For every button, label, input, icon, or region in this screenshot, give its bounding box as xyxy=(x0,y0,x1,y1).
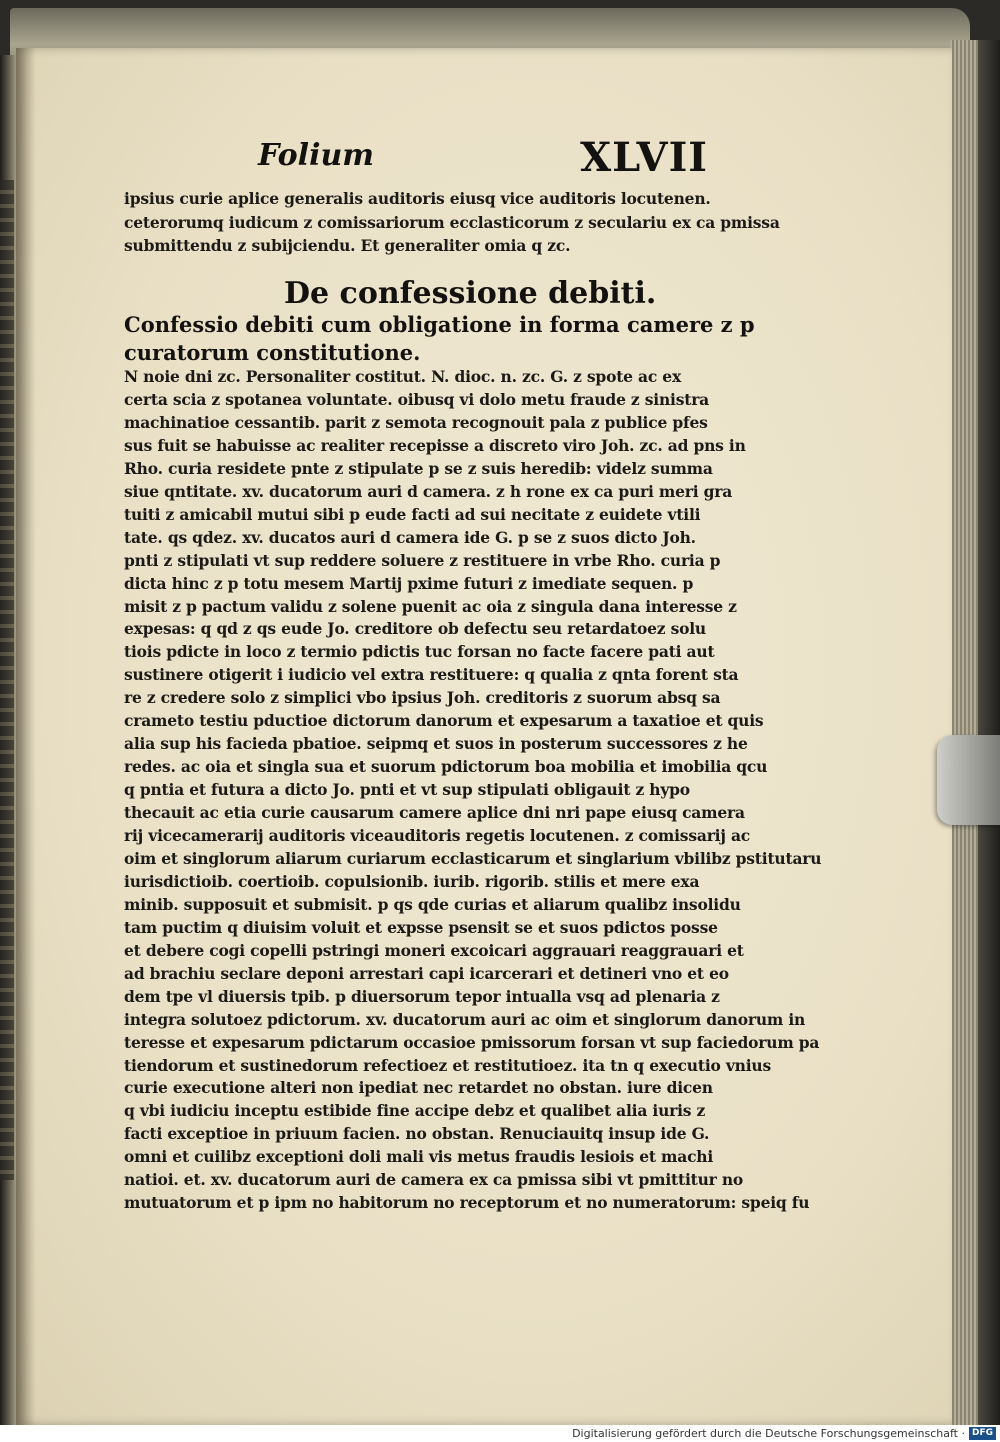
body_lines-line: tate. qs qdez. xv. ducatos auri d camera ide G. p se z suos dicto Joh. xyxy=(124,527,696,547)
body_lines-line: facti exceptioe in priuum facien. no obstan. Renuciauitq insup ide G. xyxy=(124,1124,710,1144)
body_lines-line: teresse et expesarum pdictarum occasioe pmissorum forsan vt sup faciedorum pa xyxy=(124,1032,820,1052)
intro_lines-line: ceterorumq iudicum z comissariorum ecclasticorum z seculariu ex ca pmissa xyxy=(124,212,780,232)
body_lines-line: expesas: q qd z qs eude Jo. creditore ob defectu seu retardatoez solu xyxy=(124,619,706,639)
subheading-line: Confessio debiti cum obligatione in forma camere z p xyxy=(124,312,755,337)
body_lines-line: mutuatorum et p ipm no habitorum no receptorum et no numeratorum: speiq fu xyxy=(124,1193,810,1213)
body_lines-line: q pntia et futura a dicto Jo. pnti et vt sup stipulati obligauit z hypo xyxy=(124,780,690,800)
page-stack-edge xyxy=(950,40,1000,1425)
body_lines-line: Rho. curia residete pnte z stipulate p se z suis heredib: videlz summa xyxy=(124,458,713,478)
folio-label: Folium xyxy=(258,138,375,173)
page-gutter-shadow xyxy=(16,48,36,1425)
body_lines-line: rij vicecamerarij auditoris viceauditoris regetis locutenen. z comissarij ac xyxy=(124,826,751,845)
body_lines-line: pnti z stipulati vt sup reddere soluere z restituere in vrbe Rho. curia p xyxy=(124,550,721,570)
body_lines-line: sus fuit se habuisse ac realiter recepisse a discreto viro Joh. zc. ad pns in xyxy=(124,435,746,455)
footer-credit xyxy=(572,1426,996,1441)
body_lines-line: q vbi iudiciu inceptu estibide fine accipe debz et qualibet alia iuris z xyxy=(124,1101,706,1121)
body_lines-line: sustinere otigerit i iudicio vel extra restituere: q qualia z qnta forent sta xyxy=(124,665,739,685)
body_lines-line: tam puctim q diuisim voluit et expsse psensit se et suos pdictos posse xyxy=(124,917,718,937)
body_lines-line: dicta hinc z p totu mesem Martij pxime futuri z imediate sequen. p xyxy=(124,573,694,593)
body_lines-line: N noie dni zc. Personaliter costitut. N. dioc. n. zc. G. z spote ac ex xyxy=(124,367,682,386)
body_lines-line: tiois pdicte in loco z termio pdictis tuc forsan no facte facere pati aut xyxy=(124,642,715,662)
body_lines-line: misit z p pactum validu z solene puenit ac oia z singula dana interesse z xyxy=(124,596,737,616)
body_lines-line: redes. ac oia et singla sua et suorum pdictorum boa mobilia et imobilia qcu xyxy=(124,757,768,777)
facing-page-text-fragment xyxy=(0,180,14,1180)
body_lines-line: siue qntitate. xv. ducatorum auri d camera. z h rone ex ca puri meri gra xyxy=(124,481,733,501)
body_lines-line: minib. supposuit et submisit. p qs qde curias et aliarum qualibz insolidu xyxy=(124,894,741,914)
body_lines-line: integra solutoez pdictorum. xv. ducatorum auri ac oim et singlorum danorum in xyxy=(124,1009,806,1029)
dfg-logo: DFG xyxy=(969,1427,996,1440)
body_lines-line: ad brachiu seclare deponi arrestari capi icarcerari et detineri vno et eo xyxy=(124,963,729,983)
body_lines-line: re z credere solo z simplici vbo ipsius Joh. creditoris z suorum absq sa xyxy=(124,688,721,708)
body_lines-line: iurisdictioib. coertioib. copulsionib. iurib. rigorib. stilis et mere exa xyxy=(124,871,700,891)
folio-number: XLVII xyxy=(580,134,708,181)
body_lines-line: curie executione alteri non ipediat nec retardet no obstan. iure dicen xyxy=(124,1078,713,1098)
intro_lines-line: ipsius curie aplice generalis auditoris eiusq vice auditoris locutenen. xyxy=(124,189,711,208)
body_lines-line: alia sup his facieda pbatioe. seipmq et suos in posterum successores z he xyxy=(124,734,748,754)
body_lines-line: et debere cogi copelli pstringi moneri excoicari aggrauari reaggrauari et xyxy=(124,940,744,960)
body_lines-line: certa scia z spotanea voluntate. oibusq vi dolo metu fraude z sinistra xyxy=(124,389,709,409)
section-heading: De confessione debiti. xyxy=(284,276,657,311)
body_lines-line: machinatioe cessantib. parit z semota recognouit pala z publice pfes xyxy=(124,412,708,432)
running-head xyxy=(258,134,708,184)
body_lines-line: tuiti z amicabil mutui sibi p eude facti ad sui necitate z euidete vtili xyxy=(124,504,701,524)
body_lines-line: dem tpe vl diuersis tpib. p diuersorum tepor intualla vsq ad plenaria z xyxy=(124,986,720,1006)
subheading-line: curatorum constitutione. xyxy=(124,340,421,365)
body_lines-line: crameto testiu pductioe dictorum danorum et expesarum a taxatioe et quis xyxy=(124,711,764,731)
footer-text: Digitalisierung gefördert durch die Deutsche Forschungsgemeinschaft · xyxy=(572,1427,965,1440)
body_lines-line: omni et cuilibz exceptioni doli mali vis metus fraudis lesiois et machi xyxy=(124,1147,714,1167)
body_lines-line: oim et singlorum aliarum curiarum ecclasticarum et singlarium vbilibz pstitutaru xyxy=(124,848,822,868)
intro_lines-line: submittendu z subijciendu. Et generaliter omia q zc. xyxy=(124,236,571,255)
body_lines-line: tiendorum et sustinedorum refectioez et restitutioez. ita tn q executio vnius xyxy=(124,1055,772,1075)
page-clip xyxy=(937,735,1000,825)
body_lines-line: natioi. et. xv. ducatorum auri de camera ex ca pmissa sibi vt pmittitur no xyxy=(124,1170,744,1190)
body_lines-line: thecauit ac etia curie causarum camere aplice dni nri pape eiusq camera xyxy=(124,803,745,823)
